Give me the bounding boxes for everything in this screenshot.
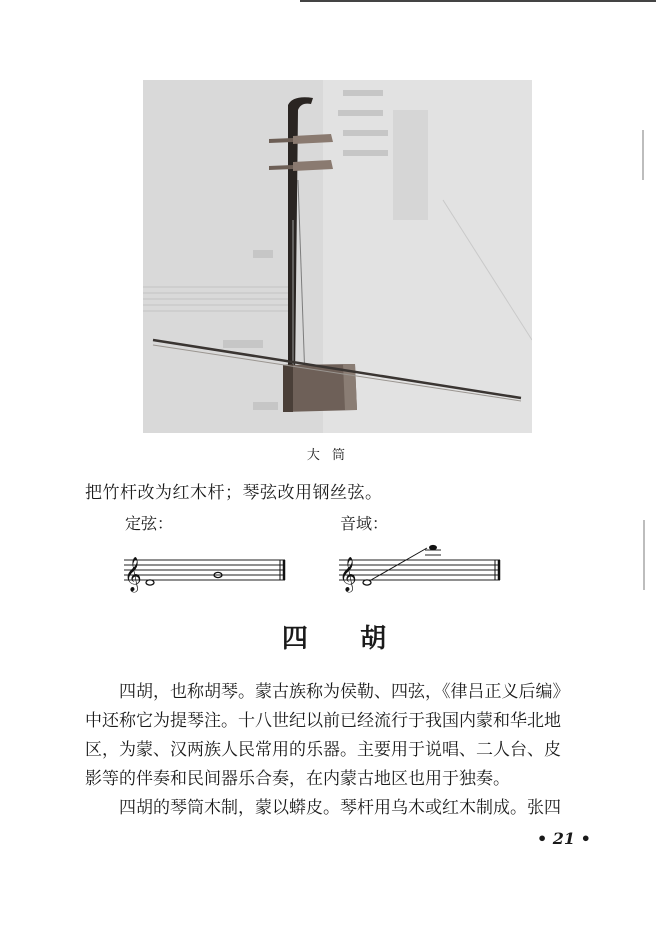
instrument-drawing [143, 80, 532, 433]
tuning-label: 定弦： [125, 514, 174, 533]
paragraph-line: 影等的伴奏和民间器乐合奏，在内蒙古地区也用于独奏。 [85, 769, 510, 789]
note [146, 580, 154, 585]
instrument-photo [143, 80, 532, 433]
section-title [270, 618, 400, 655]
figure-caption: 大 筒 [306, 448, 350, 463]
section-title-char: 胡 [360, 624, 389, 654]
body-line: 把竹杆改为红木杆；琴弦改用钢丝弦。 [85, 483, 383, 503]
paragraph-line: 中还称它为提琴注。十八世纪以前已经流行于我国内蒙和华北地 [85, 711, 561, 731]
treble-clef-icon: 𝄞 [124, 557, 142, 592]
scan-mark [642, 130, 644, 180]
paragraph-line: 四胡，也称胡琴。蒙古族称为侯勒、四弦，《律吕正义后编》 [119, 682, 570, 702]
note [429, 545, 437, 550]
note [363, 580, 371, 585]
treble-clef-icon: 𝄞 [339, 557, 357, 592]
paragraph-2 [85, 794, 590, 823]
page-number: • 21 • [537, 829, 591, 848]
scan-mark [643, 520, 645, 590]
paragraph-line: 区，为蒙、汉两族人民常用的乐器。主要用于说唱、二人台、皮 [85, 740, 561, 760]
paragraph-1 [85, 678, 590, 794]
section-title-char: 四 [281, 624, 310, 654]
tuning-staff [120, 545, 290, 595]
paragraph-line: 四胡的琴筒木制，蒙以蟒皮。琴杆用乌木或红木制成。张四 [119, 798, 561, 818]
top-rule [300, 0, 656, 2]
range-staff [335, 540, 505, 595]
range-label: 音域： [340, 514, 389, 533]
